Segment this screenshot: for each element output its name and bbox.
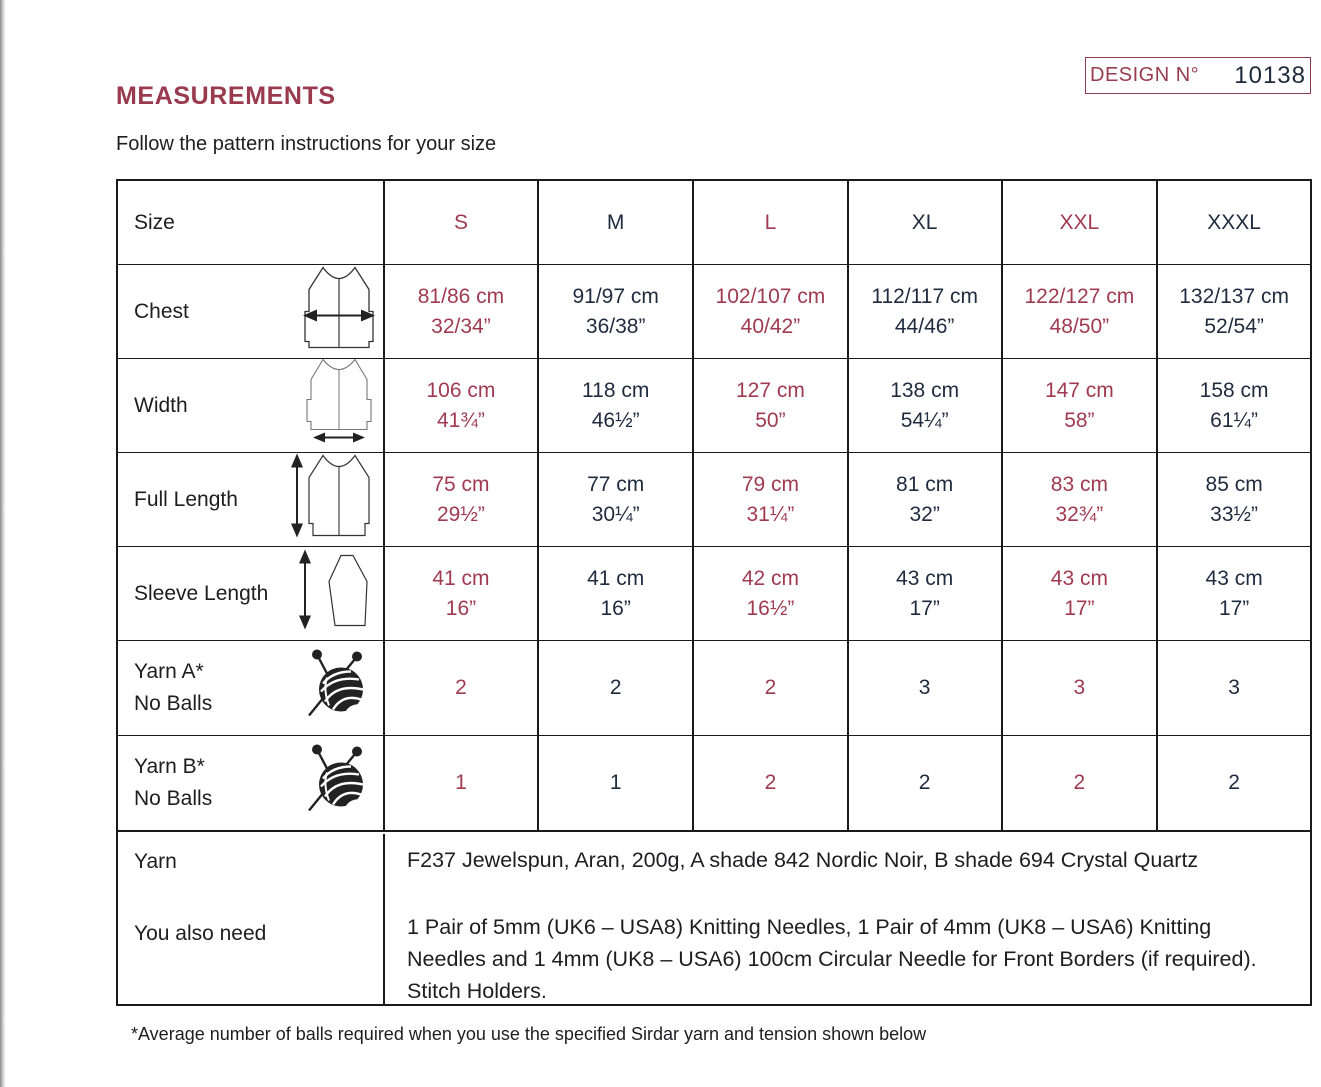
size-header-m [539,181,694,264]
size-label-m: M [606,210,625,234]
cardigan-chest-width-icon [301,263,377,360]
full-length-label-cell [118,453,385,546]
size-header-xxl [1003,181,1159,264]
width-row [118,359,1310,453]
value-in: 17” [1218,596,1250,620]
ball-count: 3 [1073,676,1086,699]
yarn-a-label-cell [118,641,385,735]
value-in: 30¼” [591,502,640,526]
value-in: 16” [600,596,631,620]
value-in: 52/54” [1204,314,1264,338]
value-in: 41¾” [437,408,485,432]
size-header-xl [849,181,1003,264]
size-header-row [118,181,1310,265]
cardigan-hem-width-icon [301,357,377,454]
width-value-m [539,359,694,452]
ball-count: 2 [609,676,622,699]
size-label-xl: XL [911,210,938,234]
yarn-a-row [118,641,1310,736]
value-cm: 81/86 cm [417,284,505,308]
value-in: 32/34” [431,314,491,338]
full-length-value-xxl [1003,453,1159,546]
ball-count: 3 [1228,676,1240,699]
yarn-b-balls-l [694,736,849,830]
value-cm: 147 cm [1044,378,1114,402]
value-in: 46½” [591,408,640,432]
width-value-xl [849,359,1003,452]
value-cm: 41 cm [587,566,645,590]
ball-count: 2 [455,676,467,699]
sleeve-length-value-l [694,547,849,640]
full-length-value-s [385,453,540,546]
value-in: 44/46” [894,314,955,338]
design-label: DESIGN N° [1090,64,1200,86]
full-length-row [118,453,1310,547]
size-header-xxxl [1158,181,1310,264]
value-in: 36/38” [585,314,646,338]
full-length-value-xl [849,453,1003,546]
value-cm: 102/107 cm [715,284,826,308]
value-cm: 127 cm [735,378,805,402]
size-header-l [694,181,849,264]
ball-count: 3 [918,676,931,699]
sleeve-length-value-xxxl [1158,547,1310,640]
value-cm: 43 cm [1205,566,1263,590]
also-need-label: You also need [134,922,267,945]
value-cm: 83 cm [1050,472,1108,496]
yarn-b-sublabel: No Balls [134,787,213,810]
width-label: Width [134,393,188,417]
full-length-value-m [539,453,694,546]
cardigan-length-icon [287,451,377,548]
value-in: 16” [445,596,477,620]
page-title: MEASUREMENTS [116,82,336,110]
value-in: 17” [909,596,940,620]
ball-count: 2 [764,771,777,794]
value-in: 32” [909,502,940,526]
chest-value-l [694,265,849,358]
width-label-cell [118,359,385,452]
value-in: 58” [1064,408,1095,432]
value-cm: 79 cm [741,472,799,496]
materials-value-cell [385,834,1310,1005]
yarn-a-balls-xxxl [1158,641,1310,735]
chest-row [118,265,1310,359]
yarn-b-balls-xxl [1003,736,1159,830]
yarn-ball-needles-icon [307,743,367,824]
yarn-a-sublabel: No Balls [134,692,213,715]
page-scan-edge [0,0,6,1087]
value-cm: 158 cm [1199,378,1269,402]
value-in: 40/42” [740,314,801,338]
materials-row [118,834,1310,1005]
full-length-value-l [694,453,849,546]
value-cm: 118 cm [582,378,650,402]
ball-count: 2 [918,771,931,794]
sleeve-length-value-s [385,547,540,640]
value-in: 16½” [746,596,795,620]
size-label-xxl: XXL [1059,210,1100,234]
yarn-a-label: Yarn A* [134,660,204,683]
yarn-ball-needles-icon [307,648,367,729]
yarn-b-row [118,736,1310,832]
width-value-xxl [1003,359,1159,452]
value-in: 33½” [1210,502,1259,526]
yarn-a-balls-s [385,641,540,735]
size-label-s: S [453,210,468,234]
design-number: 10138 [1234,61,1306,89]
value-cm: 75 cm [432,472,490,496]
width-value-l [694,359,849,452]
measurements-table [116,179,1312,1006]
yarn-a-balls-l [694,641,849,735]
chest-label-cell [118,265,385,358]
value-cm: 132/137 cm [1179,284,1289,308]
sleeve-length-label: Sleeve Length [134,581,269,605]
size-label-xxxl: XXXL [1207,210,1261,234]
also-need-value: 1 Pair of 5mm (UK6 – USA8) Knitting Needles, 1 Pair of 4mm (UK8 – USA6) Knitting Needles and 1 4mm (UK8 – USA6) 100cm Circular Needle for Front Borders (if required). Stitch Holders. [407,915,1257,1003]
ball-count: 2 [1073,771,1086,794]
yarn-value: F237 Jewelspun, Aran, 200g, A shade 842 Nordic Noir, B shade 694 Crystal Quartz [407,848,1199,872]
value-in: 17” [1064,596,1095,620]
full-length-value-xxxl [1158,453,1310,546]
value-in: 32¾” [1055,502,1104,526]
value-in: 61¼” [1210,408,1259,432]
value-cm: 138 cm [890,378,960,402]
size-label: Size [134,210,175,234]
footnote: *Average number of balls required when you use the specified Sirdar yarn and tension shown below [131,1024,927,1044]
width-value-xxxl [1158,359,1310,452]
sleeve-length-value-xxl [1003,547,1159,640]
value-cm: 122/127 cm [1024,284,1135,308]
sleeve-length-value-xl [849,547,1003,640]
yarn-b-balls-s [385,736,540,830]
value-in: 29½” [437,502,485,526]
width-value-s [385,359,540,452]
chest-value-xl [849,265,1003,358]
yarn-b-label-cell [118,736,385,830]
materials-label-cell [118,834,385,1005]
value-cm: 43 cm [1050,566,1108,590]
chest-label: Chest [134,299,189,323]
value-cm: 41 cm [432,566,490,590]
yarn-a-balls-xl [849,641,1003,735]
size-label-l: L [764,210,777,234]
yarn-label: Yarn [134,850,177,873]
full-length-label: Full Length [134,487,238,511]
value-cm: 112/117 cm [871,284,978,308]
value-cm: 81 cm [896,472,954,496]
size-label-cell [118,181,385,264]
chest-value-xxxl [1158,265,1310,358]
yarn-b-balls-xxxl [1158,736,1310,830]
ball-count: 1 [609,771,622,794]
size-header-s [385,181,540,264]
value-cm: 42 cm [741,566,799,590]
sleeve-length-value-m [539,547,694,640]
value-cm: 106 cm [426,378,496,402]
yarn-b-label: Yarn B* [134,755,205,778]
yarn-b-balls-xl [849,736,1003,830]
value-in: 50” [755,408,786,432]
ball-count: 2 [764,676,777,699]
value-in: 48/50” [1049,314,1110,338]
page-subtitle: Follow the pattern instructions for your size [116,133,497,155]
value-cm: 77 cm [587,472,645,496]
value-cm: 85 cm [1205,472,1263,496]
sleeve-length-row [118,547,1310,641]
sleeve-length-icon [297,545,377,642]
value-in: 31¼” [746,502,795,526]
value-cm: 43 cm [896,566,954,590]
chest-value-xxl [1003,265,1159,358]
yarn-b-balls-m [539,736,694,830]
ball-count: 1 [455,771,467,794]
value-in: 54¼” [900,408,949,432]
sleeve-length-label-cell [118,547,385,640]
chest-value-m [539,265,694,358]
chest-value-s [385,265,540,358]
yarn-a-balls-m [539,641,694,735]
ball-count: 2 [1228,771,1240,794]
yarn-a-balls-xxl [1003,641,1159,735]
value-cm: 91/97 cm [572,284,659,308]
design-number-box [1085,57,1311,94]
